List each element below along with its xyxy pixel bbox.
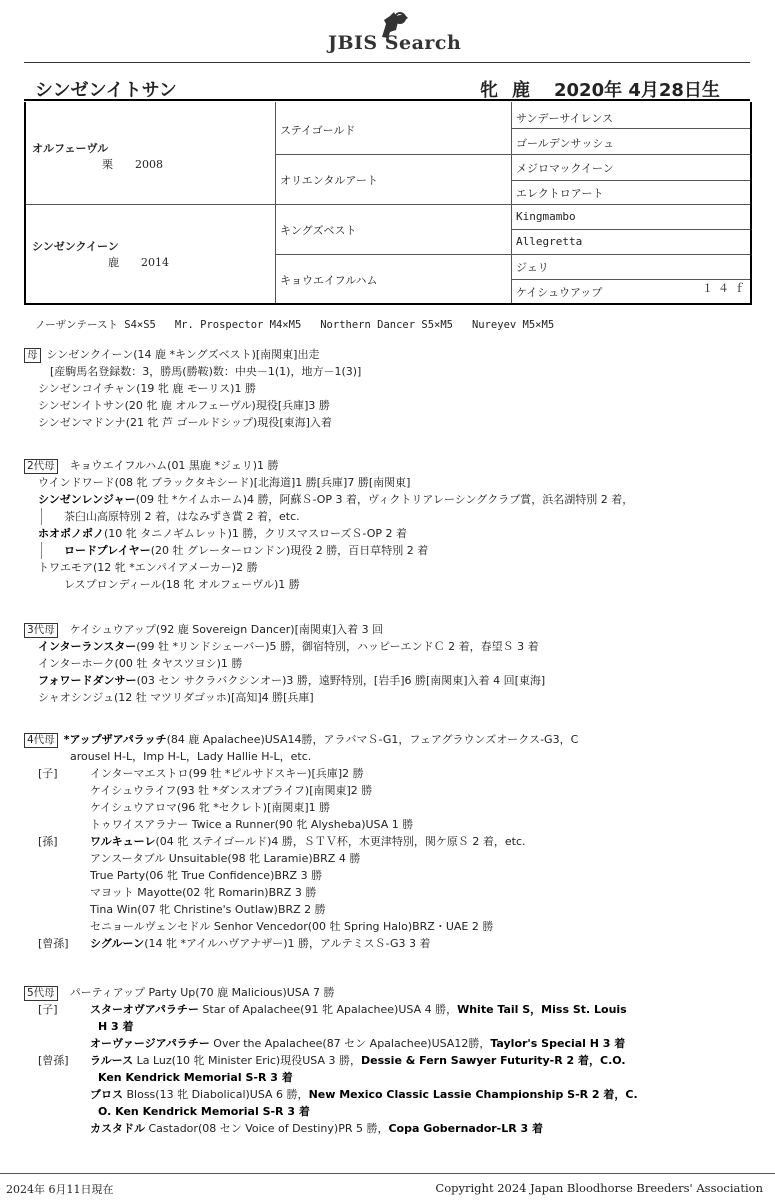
list-item: [曾孫] シグルーン(14 牝 *アイルハヴアナザー)1 勝，アルテミスＳ-G3 3 着 (38, 937, 431, 950)
sire-sire[interactable]: ステイゴールド (280, 124, 356, 137)
section-badge: 3代母 (24, 623, 58, 638)
dam-dam[interactable]: キョウエイフルハム (280, 274, 378, 287)
list-item: O. Ken Kendrick Memorial S-R 3 着 (98, 1105, 310, 1118)
list-item: [曾孫] ラルース La Luz(10 牝 Minister Eric)現役USA 3 勝，Dessie & Fern Sawyer Futurity-R 2 着，C.O. (38, 1054, 626, 1067)
horse-birthdate: 2020年 4月28日生 (554, 80, 720, 101)
list-item: シンゼンマドンナ(21 牝 芦 ゴールドシップ)現役[東海]入着 (38, 416, 332, 429)
inbreeding-crosses: ノーザンテースト S4×S5 Mr. Prospector M4×M5 Northern Dancer S5×M5 Nureyev M5×M5 (35, 319, 555, 331)
list-item: ロードプレイヤー(20 牡 グレーターロンドン)現役 2 勝，百日草特別 2 着 (64, 544, 429, 557)
dam-summary: シンゼンクイーン(14 鹿 *キングズベスト)[南関東]出走 (46, 348, 320, 361)
ancestor-ddd[interactable]: ケイシュウアップ (516, 286, 603, 299)
third-dam-section (24, 621, 545, 706)
list-item: トワエモア(12 牝 *エンパイアメーカー)2 勝 (38, 561, 258, 574)
list-item: レスプロンディール(18 牝 オルフェーヴル)1 勝 (64, 578, 300, 591)
list-item: マヨット Mayotte(02 牝 Romarin)BRZ 3 勝 (90, 886, 317, 899)
fourth-dam-summary-cont: arousel H-L，Imp H-L，Lady Hallie H-L，etc. (70, 750, 312, 763)
third-dam-summary: ケイシュウアップ(92 鹿 Sovereign Dancer)[南関東]入着 3 回 (69, 623, 384, 636)
fourth-dam-name: *アップザアパラッチ (63, 733, 167, 746)
dam-cell (32, 238, 169, 270)
list-item: オーヴァージアパラチー Over the Apalachee(87 セン Apalachee)USA12勝，Taylor's Special H 3 着 (90, 1037, 626, 1050)
section-badge: 2代母 (24, 459, 58, 474)
ancestor-ssd[interactable]: ゴールデンサッシュ (516, 137, 615, 150)
fourth-dam-section (24, 731, 578, 952)
list-item: シンゼンコイチャン(19 牝 鹿 モーリス)1 勝 (38, 382, 256, 395)
fourth-dam-summary: (84 鹿 Apalachee)USA14勝，アラバマＳ-G1，フェアグラウンズオークス-G3，C (166, 733, 579, 746)
list-item: トゥワイスアラナー Twice a Runner(90 牝 Alysheba)USA 1 勝 (90, 818, 414, 831)
sire-dam[interactable]: オリエンタルアート (280, 174, 379, 187)
list-item: [孫] ワルキューレ(04 牝 ステイゴールド)4 勝，ＳＴＶ杯，木更津特別，関ケ原Ｓ 2 着，etc. (38, 835, 526, 848)
dam-year: 2014 (141, 256, 169, 269)
ancestor-sds[interactable]: メジロマックイーン (516, 162, 614, 175)
list-item: ブロス Bloss(13 牝 Diabolical)USA 6 勝，New Mexico Classic Lassie Championship S-R 2 着，C. (90, 1088, 638, 1101)
sire-cell (32, 140, 163, 172)
list-item: フォワードダンサー(03 セン サクラバクシンオー)3 勝，遠野特別，[岩手]6 勝[南関東]入着 4 回[東海] (38, 674, 546, 687)
dam-section (24, 346, 361, 431)
list-item: [子] スターオヴアパラチー Star of Apalachee(91 牝 Apalachee)USA 4 勝，White Tail S，Miss St. Louis (38, 1003, 627, 1016)
logo-text: JBIS Search (328, 32, 462, 54)
section-badge: 4代母 (24, 733, 58, 748)
second-dam-summary: キョウエイフルハム(01 黒鹿 *ジェリ)1 勝 (69, 459, 279, 472)
ancestor-dss[interactable]: Kingmambo (516, 210, 576, 223)
copyright: Copyright 2024 Japan Bloodhorse Breeders' Association (435, 1181, 763, 1195)
list-item: H 3 着 (98, 1020, 134, 1033)
second-dam-section (24, 457, 633, 593)
list-item: Tina Win(07 牝 Christine's Outlaw)BRZ 2 勝 (90, 903, 326, 916)
as-of-date: 2024年 6月11日現在 (6, 1183, 114, 1196)
dam-produce-stats: [産駒馬名登録数：3，勝馬(勝鞍)数：中央－1(1)，地方－1(3)] (50, 365, 362, 378)
family-number: １４ｆ (702, 282, 750, 295)
pedigree-table (24, 102, 752, 305)
footer-divider (0, 1173, 775, 1174)
title-divider (24, 99, 750, 101)
list-item: ウインドワード(08 牝 ブラックタキシード)[北海道]1 勝[兵庫]7 勝[南関東] (38, 476, 411, 489)
list-item: インターランスター(99 牡 *リンドシェーバー)5 勝，御宿特別，ハッピーエンドＣ 2 着，春望Ｓ 3 着 (38, 640, 539, 653)
list-item: インターホーク(00 牡 タヤスツヨシ)1 勝 (38, 657, 243, 670)
sire-name[interactable]: オルフェーヴル (32, 142, 109, 155)
sire-year: 2008 (135, 158, 163, 171)
ancestor-sdd[interactable]: エレクトロアート (516, 187, 604, 200)
list-item: [子] インターマエストロ(99 牡 *ピルサドスキー)[兵庫]2 勝 (38, 767, 364, 780)
horse-name: シンゼンイトサン (35, 80, 177, 101)
list-item: True Party(06 牝 True Confidence)BRZ 3 勝 (90, 869, 323, 882)
list-item: アンスータブル Unsuitable(98 牝 Laramie)BRZ 4 勝 (90, 852, 361, 865)
section-badge: 5代母 (24, 986, 58, 1001)
jbis-logo[interactable] (328, 10, 462, 54)
section-badge: 母 (24, 348, 41, 363)
list-item: シャオシンジュ(12 牡 マツリダゴッホ)[高知]4 勝[兵庫] (38, 691, 314, 704)
header-divider (24, 62, 750, 63)
dam-name[interactable]: シンゼンクイーン (32, 240, 119, 253)
fifth-dam-summary: パーティアップ Party Up(70 鹿 Malicious)USA 7 勝 (69, 986, 335, 999)
list-item: Ken Kendrick Memorial S-R 3 着 (98, 1071, 293, 1084)
dam-sire[interactable]: キングズベスト (280, 224, 357, 237)
horse-color: 鹿 (512, 80, 530, 101)
list-item: シンゼンレンジャー(09 牡 *ケイムホーム)4 勝，阿蘇Ｓ-OP 3 着，ヴィクトリアレーシングクラブ賞，浜名湖特別 2 着， (38, 493, 634, 506)
list-item: ホオポノポノ(10 牝 タニノギムレット)1 勝，クリスマスローズＳ-OP 2 着 (38, 527, 407, 540)
fifth-dam-section (24, 984, 638, 1137)
horse-sex: 牝 (480, 80, 498, 101)
list-item: 茶臼山高原特別 2 着，はなみずき賞 2 着，etc. (64, 510, 300, 523)
list-item: ケイシュウアロマ(96 牝 *セクレト)[南関東]1 勝 (90, 801, 331, 814)
list-item: ケイシュウライフ(93 牡 *ダンスオブライフ)[南関東]2 勝 (90, 784, 373, 797)
ancestor-dsd[interactable]: Allegretta (516, 235, 583, 248)
sire-color: 栗 (102, 158, 113, 171)
ancestor-dds[interactable]: ジェリ (516, 261, 549, 274)
ancestor-sss[interactable]: サンデーサイレンス (516, 112, 614, 125)
list-item: シンゼンイトサン(20 牝 鹿 オルフェーヴル)現役[兵庫]3 勝 (38, 399, 330, 412)
list-item: セニョールヴェンセドル Senhor Vencedor(00 牡 Spring Halo)BRZ・UAE 2 勝 (90, 920, 494, 933)
dam-color: 鹿 (108, 256, 119, 269)
list-item: カスタドル Castador(08 セン Voice of Destiny)PR 5 勝，Copa Gobernador-LR 3 着 (90, 1122, 544, 1135)
